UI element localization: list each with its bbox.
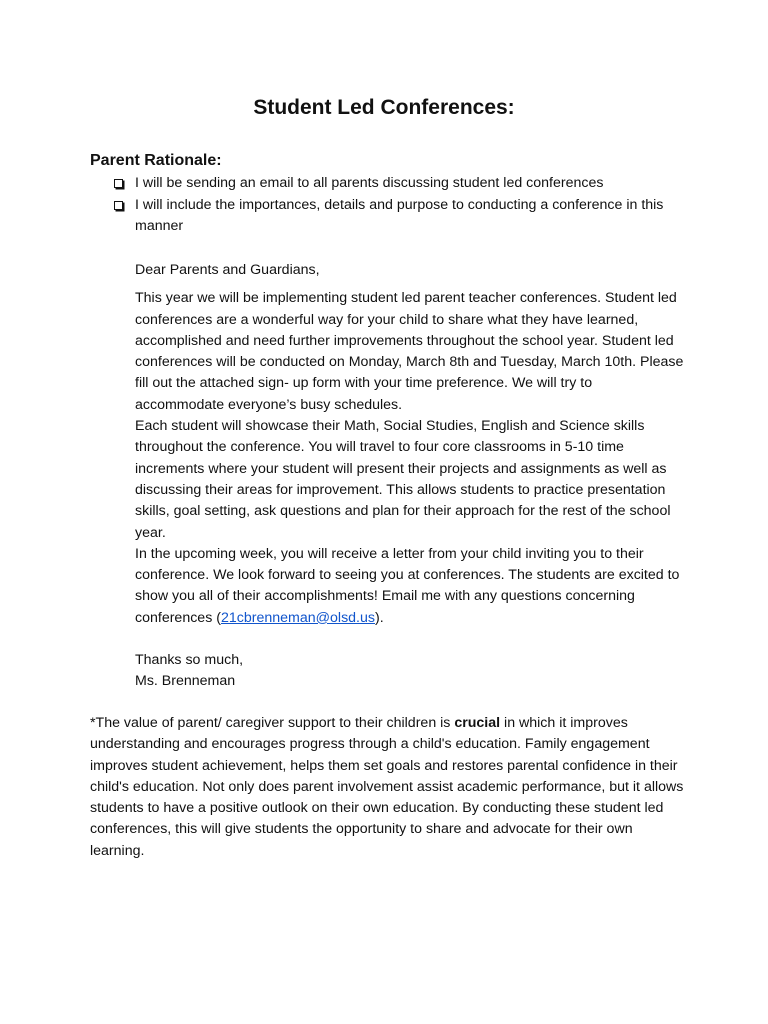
- email-link[interactable]: 21cbrenneman@olsd.us: [220, 609, 375, 626]
- document-title: Student Led Conferences:: [253, 96, 515, 119]
- list-item-text: I will be sending an email to all parents discussing student led conferences: [135, 175, 604, 191]
- checkbox-bullet-icon: [114, 179, 123, 188]
- letter-greeting: Dear Parents and Guardians,: [135, 262, 320, 278]
- letter-paragraph-text: ).: [374, 609, 384, 626]
- letter-paragraph-text: In the upcoming week, you will receive a letter from your child inviting you to their conference. We look forward to seeing you at conferences. The students are excited to show you all of their accomplishments! Email me with any questions concerning conferences (: [135, 545, 680, 626]
- footnote-emphasis: crucial: [454, 715, 501, 731]
- letter-signoff: Thanks so much,: [135, 652, 244, 669]
- rationale-list: [114, 173, 684, 238]
- letter-paragraph: This year we will be implementing student led parent teacher conferences. Student led conferences are a wonderful way for your child to share what they have learned, accomplished and need further improvements throughout the school year. Student led conferences will be conducted on Monday, March 8th and Tuesday, March 10th. Please fill out the attached sign- up form with your time preference. We will try to accommodate everyone’s busy schedules.: [135, 290, 684, 413]
- letter-paragraph: Each student will showcase their Math, Social Studies, English and Science skills throughout the conference. You will travel to four core classrooms in 5-10 time increments where your student will present their projects and assignments as well as discussing their areas for improvement. This allows students to practice presentation skills, goal setting, ask questions and plan for their approach for the rest of the school year.: [135, 418, 671, 541]
- letter-signature: Ms. Brenneman: [135, 673, 236, 690]
- footnote-paragraph: [90, 713, 690, 862]
- parent-rationale-heading: Parent Rationale:: [90, 152, 222, 169]
- letter-paragraph: [135, 544, 685, 629]
- list-item-text: I will include the importances, details and purpose to conducting a conference in this manner: [135, 196, 664, 234]
- letter-body: [135, 260, 685, 693]
- footnote-text: in which it improves understanding and encourages progress through a child's education. Family engagement improves student achievement, helps them set goals and restores parental confidence in their child's education. Not only does parent involvement assist academic performance, but it allows students to have a positive outlook on their own education. By conducting these student led conferences, this will give students the opportunity to share and advocate for their own learning.: [90, 715, 684, 859]
- list-item: [114, 195, 684, 238]
- list-item: [114, 173, 684, 195]
- checkbox-bullet-icon: [114, 201, 123, 210]
- footnote-text: *The value of parent/ caregiver support to their children is: [90, 715, 455, 731]
